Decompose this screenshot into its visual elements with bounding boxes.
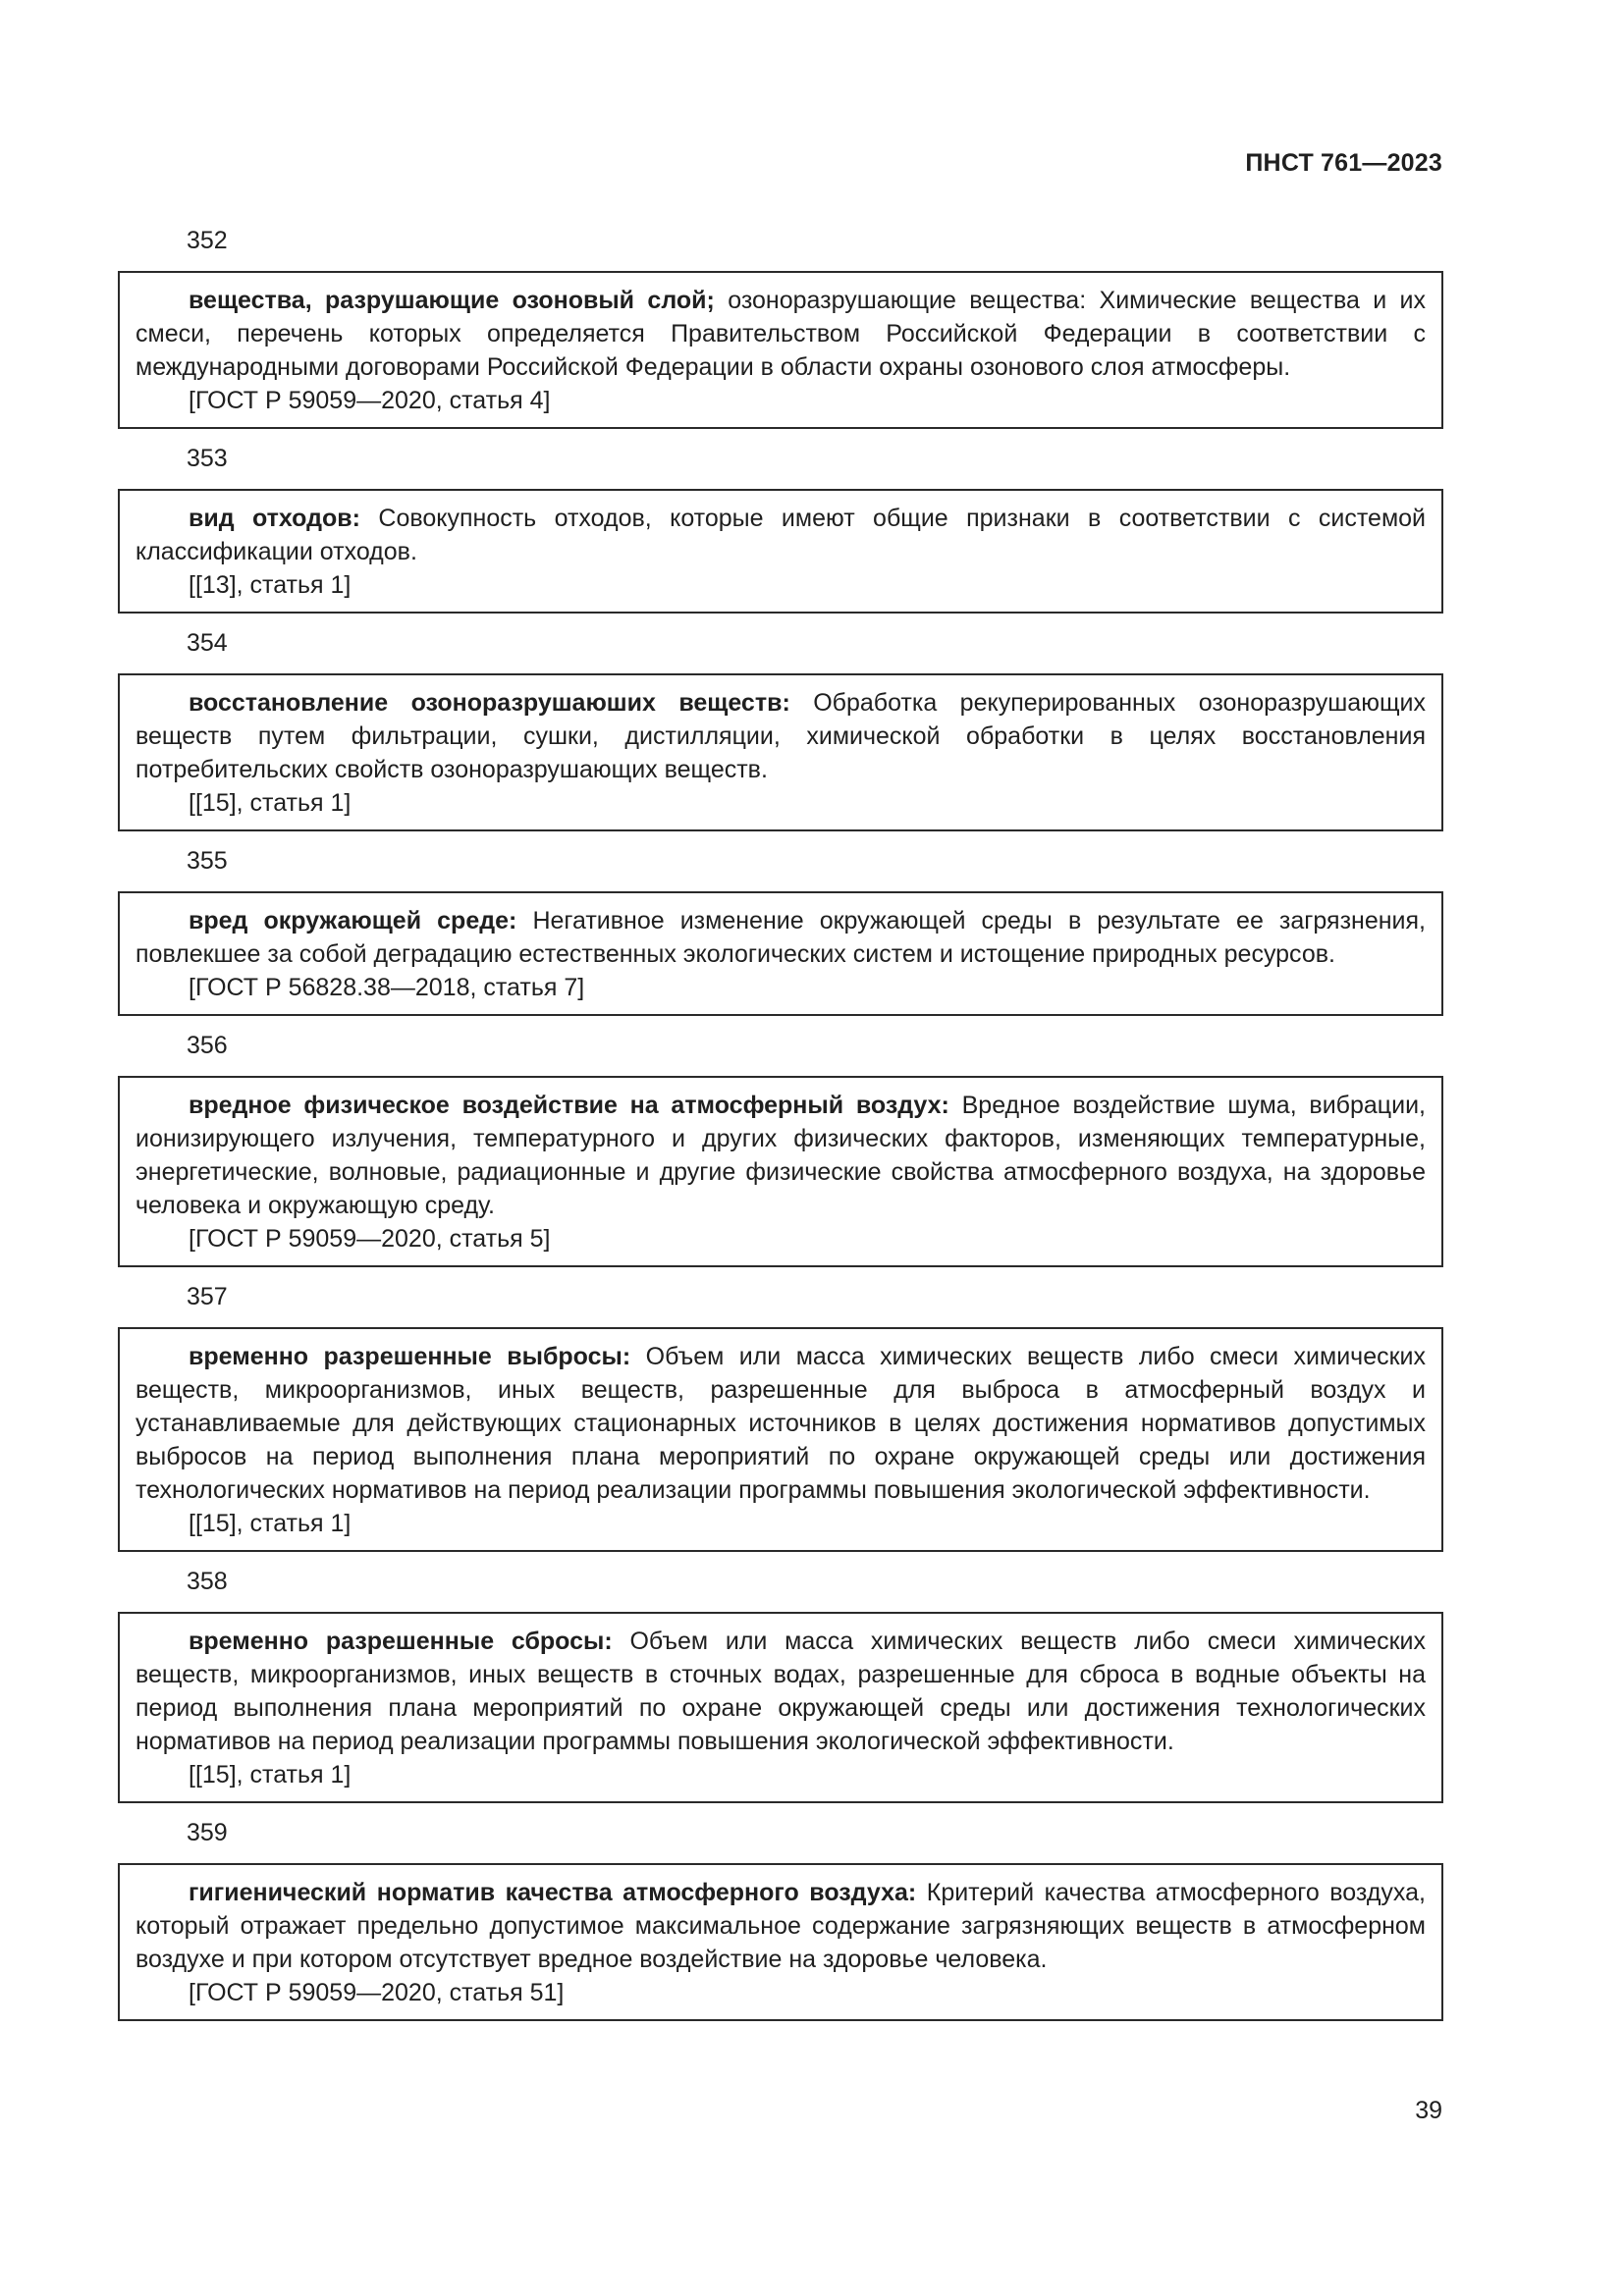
- term-definition: Совокупность отходов, которые имеют общие признаки в соответствии с системой классификации отходов.: [135, 505, 1426, 565]
- entry-text: [135, 502, 1426, 568]
- entry-number: 352: [187, 227, 228, 254]
- term-entry: [118, 1327, 1443, 1552]
- entry-number: 355: [187, 847, 228, 875]
- term-entry: [118, 891, 1443, 1016]
- term-title: вещества, разрушающие озоновый слой;: [189, 287, 715, 314]
- term-definition: Объем или масса химических веществ либо смеси химических веществ, микроорганизмов, иных веществ, разрешенные для выброса в атмосферный воздух и устанавливаемые для действующих стационарных источников в целях достижения нормативов допустимых выбросов на период выполнения плана мероприятий по охране окружающей среды или достижения технологических нормативов на период реализации программы повышения экологической эффективности.: [135, 1343, 1426, 1504]
- term-title: гигиенический норматив качества атмосферного воздуха:: [189, 1879, 917, 1906]
- term-source: [[15], статья 1]: [189, 789, 352, 817]
- term-entry: [118, 489, 1443, 614]
- entry-text: [135, 1625, 1426, 1758]
- term-definition: Обработка рекуперированных озоноразрушающих веществ путем фильтрации, сушки, дистилляции, химической обработки в целях восстановления потребительских свойств озоноразрушающих веществ.: [135, 689, 1426, 783]
- entry-number: 358: [187, 1568, 228, 1595]
- term-source: [ГОСТ Р 59059—2020, статья 51]: [189, 1979, 565, 2006]
- entry-text: [135, 904, 1426, 971]
- entry-number: 359: [187, 1819, 228, 1846]
- term-title: вред окружающей среде:: [189, 907, 517, 934]
- term-source: [[13], статья 1]: [189, 571, 352, 599]
- term-source: [[15], статья 1]: [189, 1761, 352, 1789]
- term-definition: Негативное изменение окружающей среды в результате ее загрязнения, повлекшее за собой деградацию естественных экологических систем и истощение природных ресурсов.: [135, 907, 1426, 968]
- term-source: [ГОСТ Р 56828.38—2018, статья 7]: [189, 974, 585, 1001]
- document-header: ПНСТ 761—2023: [1245, 149, 1442, 177]
- term-definition: озоноразрушающие вещества: Химические вещества и их смеси, перечень которых определяется Правительством Российской Федерации в соответствии с международными договорами Российской Федерации в области охраны озонового слоя атмосферы.: [135, 287, 1427, 381]
- term-title: восстановление озоноразрушаюших веществ:: [189, 689, 790, 717]
- entry-text: [135, 686, 1426, 786]
- terms-list: [118, 224, 1443, 2034]
- term-title: временно разрешенные выбросы:: [189, 1343, 631, 1370]
- term-entry: [118, 673, 1443, 831]
- page-number: 39: [1415, 2097, 1442, 2124]
- entry-number: 354: [187, 629, 228, 657]
- term-definition: Объем или масса химических веществ либо смеси химических веществ, микроорганизмов, иных веществ в сточных водах, разрешенные для сброса в водные объекты на период выполнения плана мероприятий по охране окружающей среды или достижения технологических нормативов на период реализации программы повышения экологической эффективности.: [135, 1628, 1426, 1755]
- entry-number: 356: [187, 1032, 228, 1059]
- term-entry: [118, 1076, 1443, 1267]
- term-entry: [118, 271, 1443, 429]
- entry-text: [135, 1340, 1426, 1507]
- term-entry: [118, 1612, 1443, 1803]
- entry-text: [135, 1876, 1426, 1976]
- entry-number: 357: [187, 1283, 228, 1310]
- entry-text: [135, 284, 1426, 384]
- term-source: [[15], статья 1]: [189, 1510, 352, 1537]
- term-definition: Вредное воздействие шума, вибрации, ионизирующего излучения, температурного и других физических факторов, изменяющих температурные, энергетические, волновые, радиационные и другие физические свойства атмосферного воздуха, на здоровье человека и окружающую среду.: [135, 1092, 1426, 1219]
- term-title: вид отходов:: [189, 505, 360, 532]
- term-source: [ГОСТ Р 59059—2020, статья 4]: [189, 387, 551, 414]
- entry-text: [135, 1089, 1426, 1222]
- term-definition: Критерий качества атмосферного воздуха, который отражает предельно допустимое максимальное содержание загрязняющих веществ в атмосферном воздухе и при котором отсутствует вредное воздействие на здоровье человека.: [135, 1879, 1426, 1973]
- term-source: [ГОСТ Р 59059—2020, статья 5]: [189, 1225, 551, 1253]
- term-entry: [118, 1863, 1443, 2021]
- term-title: временно разрешенные сбросы:: [189, 1628, 613, 1655]
- entry-number: 353: [187, 445, 228, 472]
- term-title: вредное физическое воздействие на атмосферный воздух:: [189, 1092, 949, 1119]
